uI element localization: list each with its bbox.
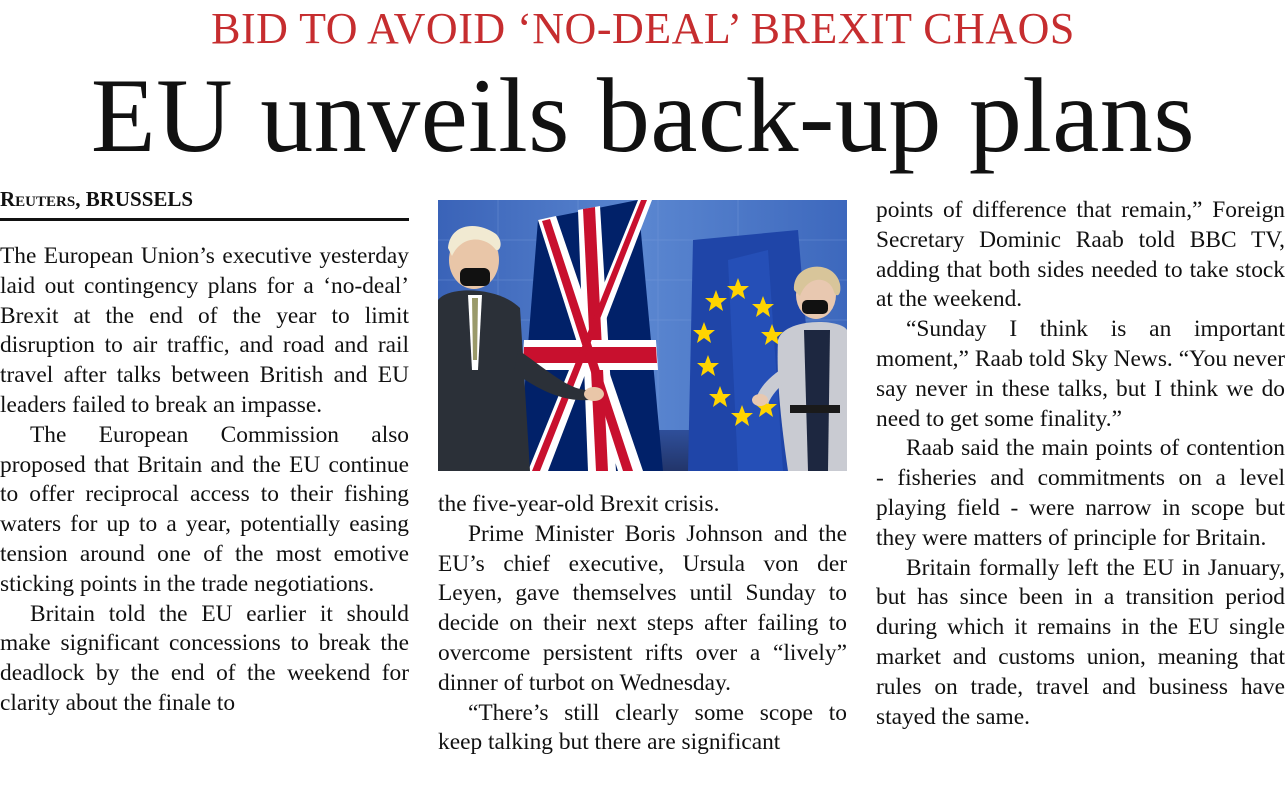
paragraph: Britain formally left the EU in January, but has since been in a transition period during which it remains in the EU single market and customs union, meaning that rules on trade, travel and business have stayed the same. [876,554,1285,730]
paragraph: The European Commission also proposed that Britain and the EU continue to offer reciprocal access to their fishing waters for up to a year, potentially easing tension around one of the most emotive sticking points in the trade negotiations. [0,421,409,597]
byline-location: BRUSSELS [85,187,194,211]
paragraph: The European Union’s executive yesterday laid out contingency plans for a ‘no-deal’ Brexit at the end of the year to limit disruption to air traffic, and road and rail travel after talks between British and EU leaders failed to break an impasse. [0,243,409,418]
paragraph: the five-year-old Brexit crisis. [438,491,720,517]
article-column-1 [0,242,409,719]
news-photo [438,200,847,471]
paragraph: “There’s still clearly some scope to keep talking but there are significant [438,699,847,756]
article-column-2 [438,490,847,758]
byline [0,184,409,214]
kicker-headline: BID TO AVOID ‘NO-DEAL’ BREXIT CHAOS [211,4,1075,53]
paragraph: Britain told the EU earlier it should make significant concessions to break the deadlock by the end of the weekend for clarity about the finale to [0,600,409,716]
paragraph: “Sunday I think is an important moment,” Raab told Sky News. “You never say never in these talks, but I think we do need to get some finality.” [876,316,1285,432]
paragraph: points of difference that remain,” Foreign Secretary Dominic Raab told BBC TV, adding that both sides needed to take stock at the weekend. [876,197,1285,313]
main-headline: EU unveils back-up plans [90,57,1196,174]
paragraph: Prime Minister Boris Johnson and the EU’s chief executive, Ursula von der Leyen, gave themselves until Sunday to decide on their next steps after failing to overcome persistent rifts over a “lively” dinner of turbot on Wednesday. [438,520,847,696]
article-column-3 [876,196,1285,732]
union-flag-icon [518,200,663,471]
byline-agency: Reuters, [0,187,81,211]
byline-rule [0,218,409,221]
paragraph: Raab said the main points of contention - fisheries and commitments on a level playing field - were narrow in scope but they were matters of principle for Britain. [876,435,1285,551]
